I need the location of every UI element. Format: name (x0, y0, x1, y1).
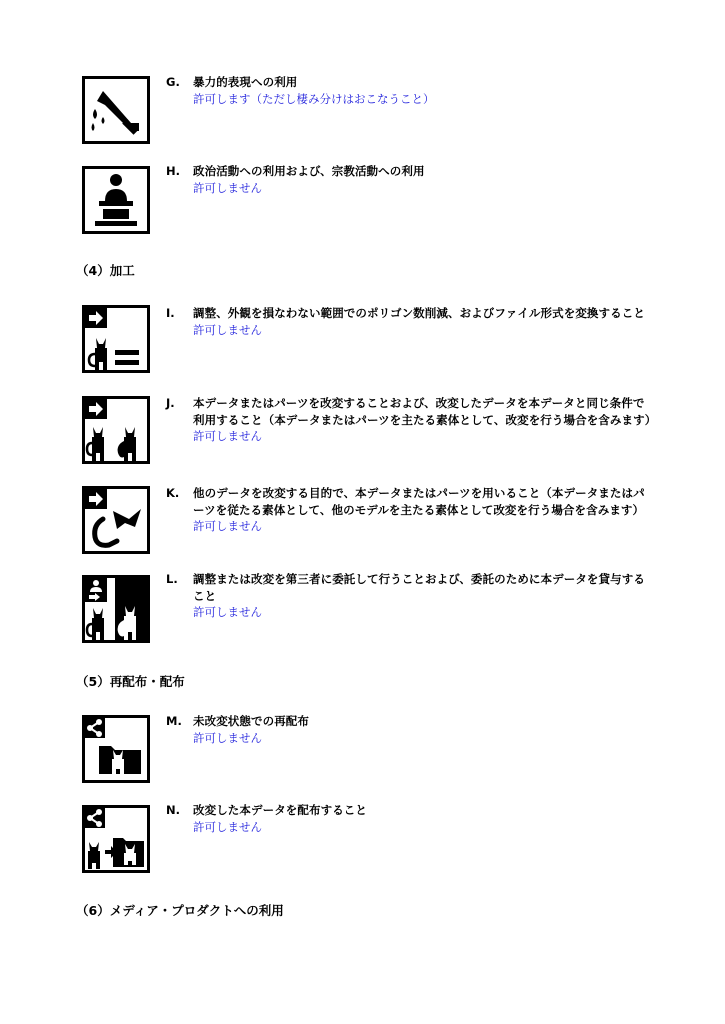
knife-violence-icon (82, 76, 150, 144)
item-g (166, 74, 656, 107)
item-description: 調整または改変を第三者に委託して行うことおよび、委託のために本データを貸与すること (193, 572, 645, 603)
item-j (166, 395, 656, 445)
parts-use-icon (82, 486, 150, 554)
item-description: 改変した本データを配布すること (193, 803, 367, 817)
item-h (166, 163, 656, 196)
item-description: 未改変状態での再配布 (193, 714, 309, 728)
share-modified-icon (82, 805, 150, 873)
item-description: 政治活動への利用および、宗教活動への利用 (193, 164, 425, 178)
outsource-icon (82, 575, 150, 643)
item-letter: H. (166, 164, 180, 178)
item-letter: G. (166, 75, 180, 89)
item-description: 他のデータを改変する目的で、本データまたはパーツを用いること（本データまたはパーツを従たる素体として、他のモデルを主たる素体として改変を行う場合を含みます） (193, 486, 645, 517)
item-status: 許可しません (193, 605, 262, 619)
item-letter: J. (166, 396, 175, 410)
item-m (166, 713, 656, 746)
modify-model-icon (82, 396, 150, 464)
item-status: 許可しません (193, 730, 262, 745)
share-unmodified-icon (82, 715, 150, 783)
item-letter: M. (166, 714, 182, 728)
item-l (166, 571, 656, 621)
section-heading-6: （6）メディア・プロダクトへの利用 (76, 903, 284, 918)
speaker-podium-icon (82, 166, 150, 234)
section-heading-5: （5）再配布・配布 (76, 674, 185, 689)
item-letter: K. (166, 486, 180, 500)
item-status: 許可します（ただし棲み分けはおこなうこと） (193, 91, 435, 106)
item-letter: I. (166, 306, 175, 320)
adjust-equal-icon (82, 305, 150, 373)
item-description: 暴力的表現への利用 (193, 75, 298, 89)
item-description: 本データまたはパーツを改変することおよび、改変したデータを本データと同じ条件で利用すること（本データまたはパーツを主たる素体として、改変を行う場合を含みます） (193, 396, 657, 427)
item-k (166, 485, 656, 535)
item-status: 許可しません (193, 322, 262, 337)
item-status: 許可しません (193, 429, 262, 443)
item-description: 調整、外観を損なわない範囲でのポリゴン数削減、およびファイル形式を変換すること (193, 306, 645, 320)
item-letter: N. (166, 803, 180, 817)
item-letter: L. (166, 572, 178, 586)
item-status: 許可しません (193, 519, 262, 533)
item-status: 許可しません (193, 819, 262, 834)
section-heading-4: （4）加工 (76, 263, 135, 278)
item-n (166, 802, 656, 835)
item-status: 許可しません (193, 180, 262, 195)
item-i (166, 305, 656, 338)
